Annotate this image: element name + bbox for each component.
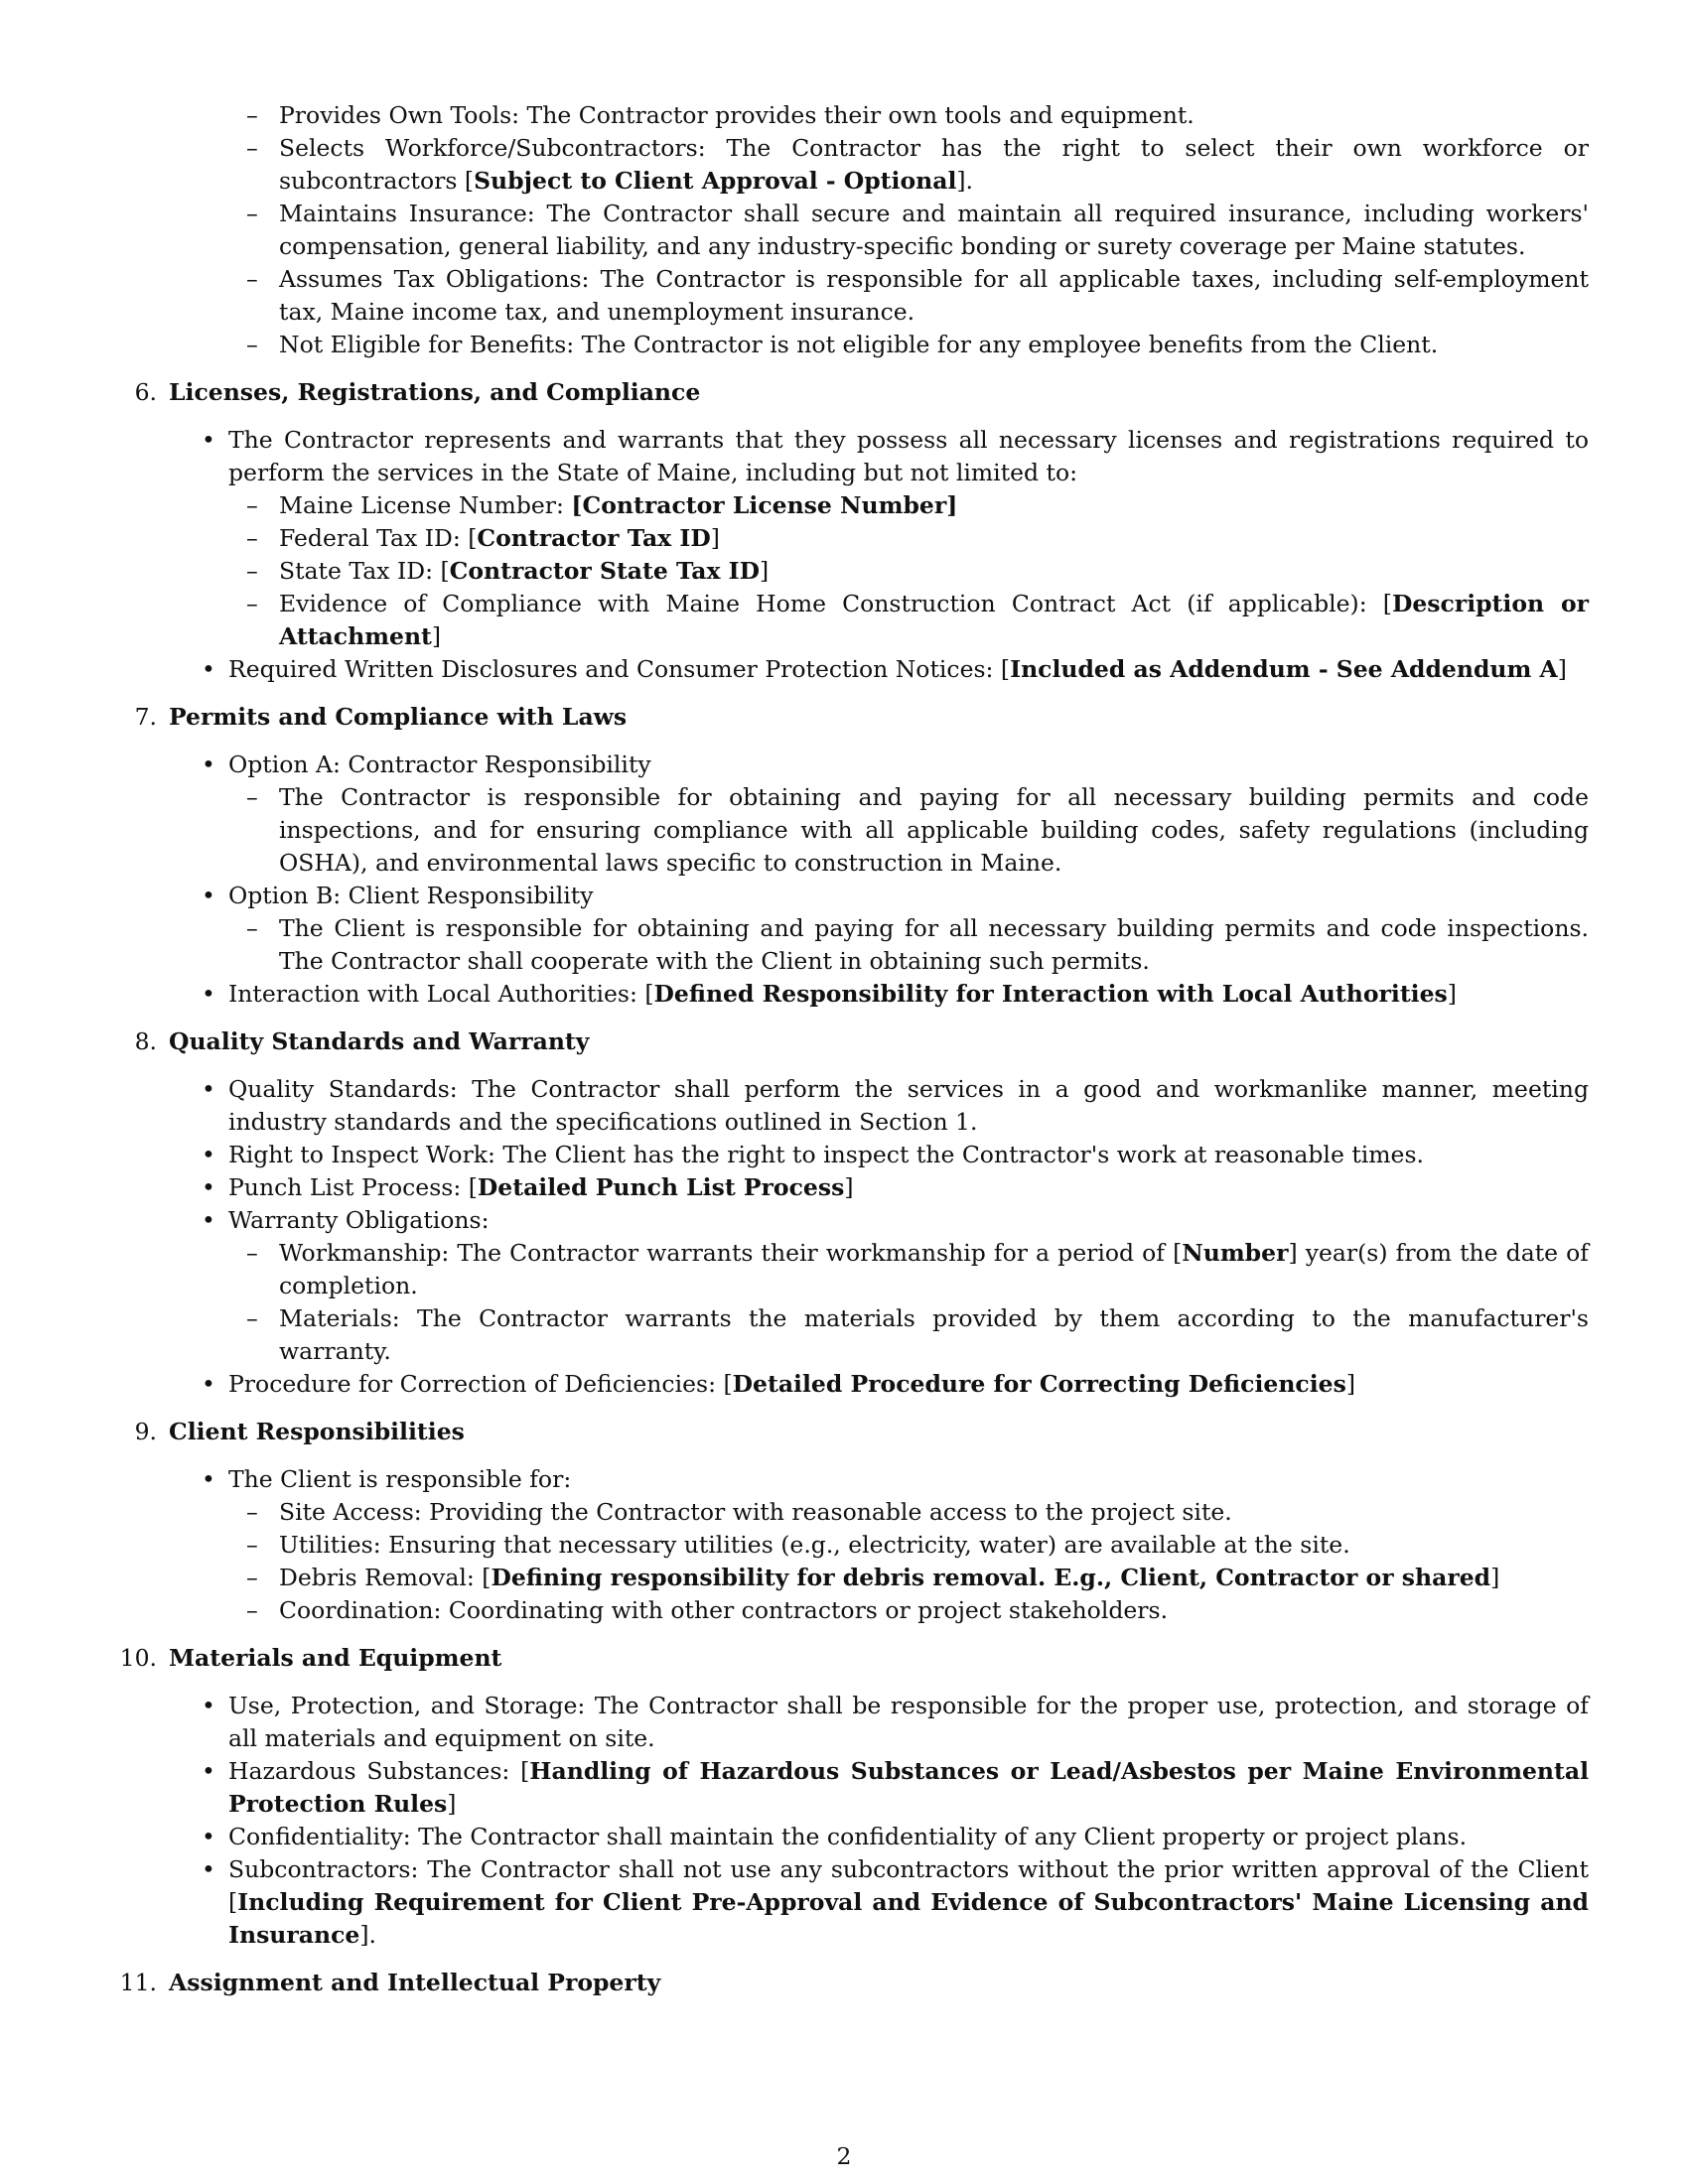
item-text: Subcontractors: The Contractor shall not use any subcontractors without the prior written approval of the Client [ (228, 1855, 1589, 1916)
section-10 (109, 1642, 1589, 1952)
section-number: 9. (134, 1418, 157, 1445)
section-number: 6. (134, 378, 157, 406)
section-number: 11. (119, 1969, 157, 1996)
item-text: ] (1490, 1564, 1500, 1591)
item-text: Hazardous Substances: [ (228, 1757, 530, 1785)
section-heading (109, 376, 1589, 409)
item-text: Evidence of Compliance with Maine Home Construction Contract Act (if applicable): [ (279, 590, 1392, 617)
bullet-item (109, 1368, 1589, 1401)
item-text: Right to Inspect Work: The Client has the right to inspect the Contractor's work at reasonable times. (228, 1141, 1424, 1168)
bullet-item (109, 1139, 1589, 1171)
item-text: Not Eligible for Benefits: The Contractor is not eligible for any employee benefits from the Client. (279, 331, 1439, 358)
item-text: ] (1345, 1370, 1355, 1398)
item-text: The Client is responsible for: (228, 1465, 572, 1493)
sub-list-item (228, 555, 1589, 588)
section-title: Assignment and Intellectual Property (169, 1969, 661, 1996)
sub-list-item (228, 588, 1589, 653)
item-text: Interaction with Local Authorities: [ (228, 980, 654, 1008)
sub-list-item (228, 1562, 1589, 1594)
item-text: Maine License Number: (279, 491, 572, 519)
section-title: Quality Standards and Warranty (169, 1027, 590, 1055)
sub-list-item (109, 263, 1589, 329)
item-text: Assumes Tax Obligations: The Contractor is responsible for all applicable taxes, including self-employment tax, Maine income tax, and unemployment insurance. (279, 265, 1589, 326)
section-number: 8. (134, 1027, 157, 1055)
section-heading (109, 1416, 1589, 1448)
bullet-item (109, 1463, 1589, 1627)
sections-container (109, 376, 1589, 1999)
placeholder-text: Contractor Tax ID (477, 524, 711, 552)
item-text: State Tax ID: [ (279, 557, 450, 585)
sub-list-item (228, 1529, 1589, 1562)
item-text: Required Written Disclosures and Consumer Protection Notices: [ (228, 655, 1011, 683)
placeholder-text: Subject to Client Approval - Optional (474, 167, 957, 195)
item-text: Punch List Process: [ (228, 1173, 478, 1201)
item-text: ] (447, 1790, 457, 1818)
item-text: ]. (956, 167, 974, 195)
sub-list-item (228, 912, 1589, 978)
item-text: Selects Workforce/Subcontractors: The Contractor has the right to select their own workforce or subcontractors [ (279, 134, 1589, 195)
section-heading (109, 1025, 1589, 1058)
item-text: Use, Protection, and Storage: The Contractor shall be responsible for the proper use, protection, and storage of all materials and equipment on site. (228, 1692, 1589, 1752)
item-text: The Contractor represents and warrants that they possess all necessary licenses and registrations required to perform the services in the State of Maine, including but not limited to: (228, 426, 1589, 486)
item-text: ] (431, 622, 442, 650)
section-8 (109, 1025, 1589, 1401)
item-text: ] (1557, 655, 1567, 683)
item-text: Utilities: Ensuring that necessary utilities (e.g., electricity, water) are available at the site. (279, 1531, 1350, 1559)
item-text: Procedure for Correction of Deficiencies: [ (228, 1370, 733, 1398)
item-text: Warranty Obligations: (228, 1206, 490, 1234)
placeholder-text: Handling of Hazardous Substances or Lead/Asbestos per Maine Environmental Protection Rules (228, 1757, 1589, 1818)
bullet-item (109, 1073, 1589, 1139)
item-text: ] (844, 1173, 854, 1201)
placeholder-text: Including Requirement for Client Pre-Approval and Evidence of Subcontractors' Maine Licensing and Insurance (228, 1888, 1589, 1949)
bullet-item (109, 749, 1589, 880)
placeholder-text: Defining responsibility for debris removal. E.g., Client, Contractor or shared (491, 1564, 1491, 1591)
sub-list-item (228, 1237, 1589, 1302)
bullet-item (109, 1821, 1589, 1853)
sub-list (228, 489, 1589, 653)
section-title: Materials and Equipment (169, 1644, 502, 1672)
item-text: Coordination: Coordinating with other contractors or project stakeholders. (279, 1596, 1169, 1624)
bullet-list (109, 1463, 1589, 1627)
sub-list-item (109, 99, 1589, 132)
item-text: ] (760, 557, 770, 585)
item-text: Workmanship: The Contractor warrants their workmanship for a period of [ (279, 1239, 1183, 1267)
section-6 (109, 376, 1589, 686)
placeholder-text: Number (1182, 1239, 1289, 1267)
section-title: Licenses, Registrations, and Compliance (169, 378, 701, 406)
item-text: Option A: Contractor Responsibility (228, 751, 651, 778)
item-text: Provides Own Tools: The Contractor provides their own tools and equipment. (279, 101, 1195, 129)
section-11 (109, 1967, 1589, 1999)
bullet-item (109, 1853, 1589, 1952)
item-text: Confidentiality: The Contractor shall maintain the confidentiality of any Client property or project plans. (228, 1823, 1468, 1850)
item-text: Site Access: Providing the Contractor with reasonable access to the project site. (279, 1498, 1232, 1526)
placeholder-text: Defined Responsibility for Interaction with Local Authorities (653, 980, 1448, 1008)
bullet-item (109, 1690, 1589, 1755)
bullet-item (109, 653, 1589, 686)
section-heading (109, 1642, 1589, 1675)
bullet-list (109, 1073, 1589, 1401)
sub-list (228, 1237, 1589, 1368)
item-text: Maintains Insurance: The Contractor shall secure and maintain all required insurance, including workers' compensation, general liability, and any industry-specific bonding or surety coverage per Maine statutes. (279, 200, 1589, 260)
sub-list-item (109, 198, 1589, 263)
section-9 (109, 1416, 1589, 1627)
item-text: The Contractor is responsible for obtaining and paying for all necessary building permits and code inspections, and for ensuring compliance with all applicable building codes, safety regulations (including OSHA), and environmental laws specific to construction in Maine. (279, 783, 1589, 877)
bullet-item (109, 880, 1589, 978)
sub-list-item (109, 132, 1589, 198)
item-text: Option B: Client Responsibility (228, 882, 594, 909)
sub-list-item (228, 1302, 1589, 1368)
bullet-item (109, 424, 1589, 653)
document-body (109, 99, 1589, 2014)
section-number: 7. (134, 703, 157, 731)
sub-list-item (228, 781, 1589, 880)
sub-list-item (228, 1496, 1589, 1529)
item-text: The Client is responsible for obtaining and paying for all necessary building permits and code inspections. The Contractor shall cooperate with the Client in obtaining such permits. (279, 914, 1589, 975)
placeholder-text: [Contractor License Number] (571, 491, 958, 519)
item-text: ]. (359, 1921, 376, 1949)
bullet-list (109, 749, 1589, 1011)
section-heading (109, 701, 1589, 734)
section-title: Client Responsibilities (169, 1418, 465, 1445)
section-heading (109, 1967, 1589, 1999)
section-title: Permits and Compliance with Laws (169, 703, 628, 731)
item-text: ] (710, 524, 720, 552)
item-text: ] (1447, 980, 1457, 1008)
placeholder-text: Included as Addendum - See Addendum A (1010, 655, 1558, 683)
placeholder-text: Detailed Punch List Process (477, 1173, 845, 1201)
placeholder-text: Description or Attachment (279, 590, 1589, 650)
sub-list (228, 1496, 1589, 1627)
item-text: Quality Standards: The Contractor shall perform the services in a good and workmanlike manner, meeting industry standards and the specifications outlined in Section 1. (228, 1075, 1589, 1136)
placeholder-text: Contractor State Tax ID (449, 557, 761, 585)
item-text: Materials: The Contractor warrants the materials provided by them according to the manufacturer's warranty. (279, 1304, 1589, 1365)
sub-list (228, 912, 1589, 978)
sub-list-item (228, 489, 1589, 522)
item-text: Federal Tax ID: [ (279, 524, 478, 552)
bullet-item (109, 978, 1589, 1011)
bullet-list (109, 424, 1589, 686)
item-text: ] year(s) from the date of completion. (279, 1239, 1589, 1299)
sub-list (228, 781, 1589, 880)
sub-list-item (228, 1594, 1589, 1627)
intro-sub-list (109, 99, 1589, 361)
bullet-item (109, 1755, 1589, 1821)
section-7 (109, 701, 1589, 1011)
sub-list-item (228, 522, 1589, 555)
page-number: 2 (836, 2142, 852, 2170)
bullet-item (109, 1204, 1589, 1368)
bullet-list (109, 1690, 1589, 1952)
item-text: Debris Removal: [ (279, 1564, 492, 1591)
bullet-item (109, 1171, 1589, 1204)
placeholder-text: Detailed Procedure for Correcting Deficiencies (732, 1370, 1346, 1398)
sub-list-item (109, 329, 1589, 361)
section-number: 10. (119, 1644, 157, 1672)
